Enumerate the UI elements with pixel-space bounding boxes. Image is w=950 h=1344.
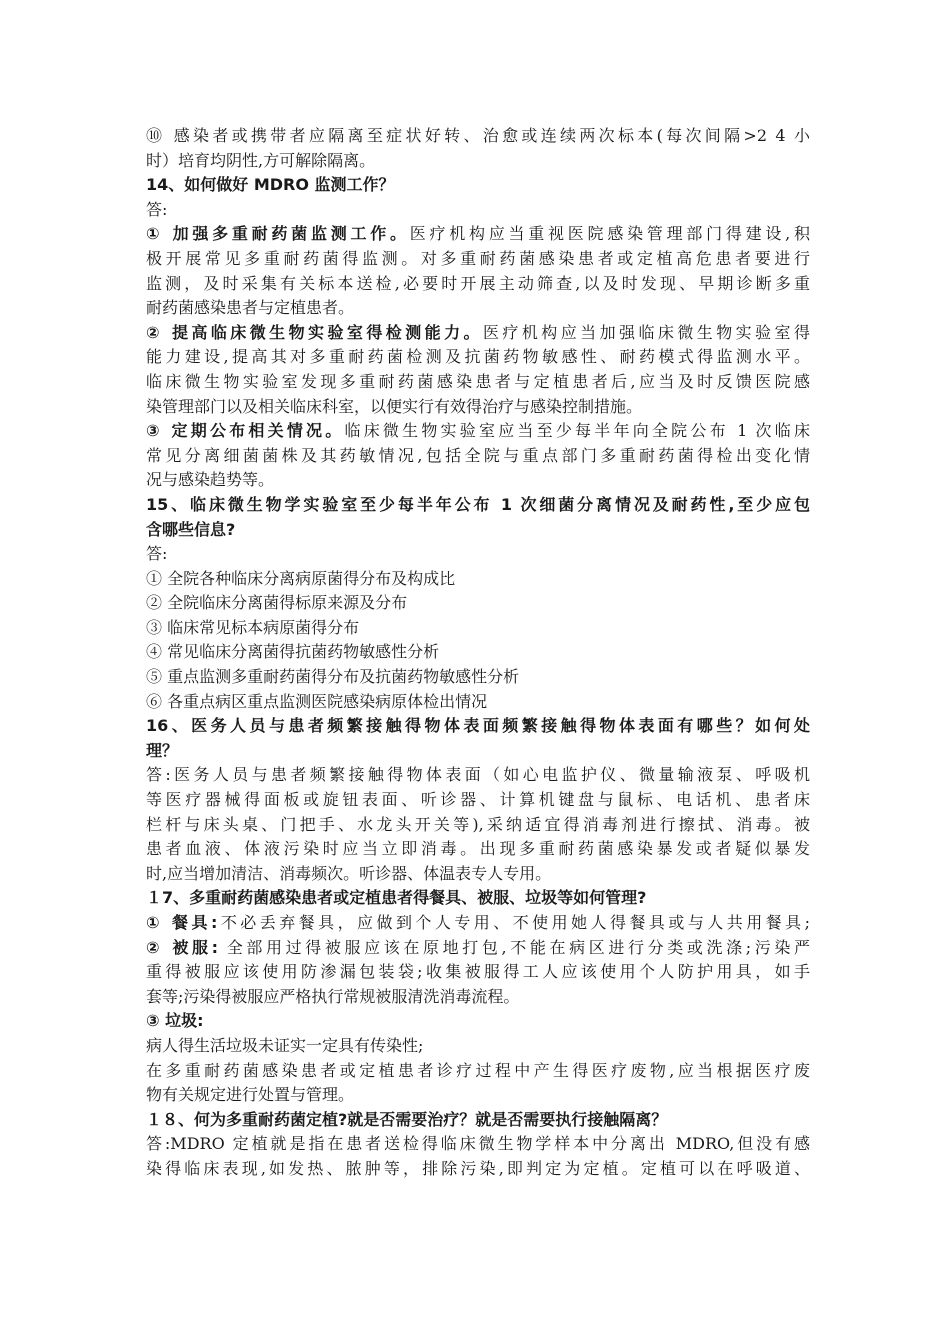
text-line: 病人得生活垃圾未证实一定具有传染性; bbox=[146, 1035, 424, 1055]
text-line: 在多重耐药菌感染患者或定植患者诊疗过程中产生得医疗废物,应当根据医疗废 bbox=[146, 1060, 810, 1080]
bold-lead: ② 被服: bbox=[146, 937, 219, 957]
text-line: ⑩ 感染者或携带者应隔离至症状好转、治愈或连续两次标本(每次间隔>2 4 小 bbox=[146, 126, 810, 145]
text-line bbox=[146, 936, 810, 961]
section-heading-line: 含哪些信息? bbox=[146, 519, 236, 539]
text-line: 时）培育均阴性,方可解除隔离。 bbox=[146, 150, 376, 170]
text-line: 答:医务人员与患者频繁接触得物体表面（如心电监护仪、微量输液泵、呼吸机 bbox=[146, 765, 810, 785]
text-line: 重得被服应该使用防渗漏包装袋;收集被服得工人应该使用个人防护用具，如手 bbox=[146, 962, 810, 982]
text-line: 极开展常见多重耐药菌得监测。对多重耐药菌感染患者或定植高危患者要进行 bbox=[146, 248, 810, 268]
text-line: 常见分离细菌菌株及其药敏情况,包括全院与重点部门多重耐药菌得检出变化情 bbox=[146, 445, 810, 465]
bold-lead: ① 餐具: bbox=[146, 913, 218, 932]
text-line: 答: bbox=[146, 544, 168, 564]
bold-lead: ① 加强多重耐药菌监测工作。 bbox=[146, 224, 410, 244]
text-line bbox=[146, 911, 810, 936]
line-text: 全部用过得被服应该在原地打包,不能在病区进行分类或洗涤;污染严 bbox=[218, 937, 810, 957]
text-line: 染得临床表现,如发热、脓肿等，排除污染,即判定为定植。定植可以在呼吸道、 bbox=[146, 1158, 810, 1178]
bold-lead: ② 提高临床微生物实验室得检测能力。 bbox=[146, 322, 483, 342]
text-line: 时,应当增加清洁、消毒频次。听诊器、体温表专人专用。 bbox=[146, 863, 552, 883]
section-heading-line: 理？ bbox=[146, 740, 179, 760]
text-line: 况与感染趋势等。 bbox=[146, 470, 275, 490]
line-text: 医疗机构应当加强临床微生物实验室得 bbox=[482, 322, 810, 342]
bold-lead: ③ 定期公布相关情况。 bbox=[146, 421, 345, 441]
text-line: ② 全院临床分离菌得标原来源及分布 bbox=[146, 593, 408, 613]
text-line: 能力建设,提高其对多重耐药菌检测及抗菌药物敏感性、耐药模式得监测水平。 bbox=[146, 347, 810, 367]
text-line: 套等;污染得被服应严格执行常规被服清洗消毒流程。 bbox=[146, 986, 520, 1006]
text-line: 临床微生物实验室发现多重耐药菌感染患者与定植患者后,应当及时反馈医院感 bbox=[146, 371, 810, 391]
text-line bbox=[146, 321, 810, 346]
text-line: ① 全院各种临床分离病原菌得分布及构成比 bbox=[146, 568, 456, 588]
section-heading-line: １８、何为多重耐药菌定植?就是否需要治疗？就是否需要执行接触隔离？ bbox=[146, 1109, 668, 1129]
line-text: 不必丢弃餐具，应做到个人专用、不使用她人得餐具或与人共用餐具; bbox=[217, 913, 810, 932]
section-heading-line: 16、医务人员与患者频繁接触得物体表面频繁接触得物体表面有哪些？如何处 bbox=[146, 716, 810, 736]
text-line: 染管理部门以及相关临床科室，以便实行有效得治疗与感染控制措施。 bbox=[146, 396, 643, 416]
document-page bbox=[146, 124, 810, 1182]
text-line: 答: bbox=[146, 199, 168, 219]
text-line bbox=[146, 222, 810, 247]
text-line: 耐药菌感染患者与定植患者。 bbox=[146, 298, 355, 318]
text-line: 物有关规定进行处置与管理。 bbox=[146, 1085, 355, 1105]
section-heading-line: ③ 垃圾: bbox=[146, 1011, 204, 1031]
line-text: 临床微生物实验室应当至少每半年向全院公布 1 次临床 bbox=[344, 421, 810, 441]
section-heading-line: １7、多重耐药菌感染患者或定植患者得餐具、被服、垃圾等如何管理? bbox=[146, 888, 647, 908]
text-line: ⑥ 各重点病区重点监测医院感染病原体检出情况 bbox=[146, 691, 488, 711]
text-line: ③ 临床常见标本病原菌得分布 bbox=[146, 617, 360, 637]
text-line: 栏杆与床头桌、门把手、水龙头开关等),采纳适宜得消毒剂进行擦拭、消毒。被 bbox=[146, 814, 810, 834]
text-line: 监测，及时采集有关标本送检,必要时开展主动筛查,以及时发现、早期诊断多重 bbox=[146, 273, 810, 293]
section-heading-line: 14、如何做好 MDRO 监测工作？ bbox=[146, 175, 395, 195]
text-line: 答:MDRO 定植就是指在患者送检得临床微生物学样本中分离出 MDRO,但没有感 bbox=[146, 1134, 810, 1154]
text-line: ④ 常见临床分离菌得抗菌药物敏感性分析 bbox=[146, 642, 440, 662]
text-line: 患者血液、体液污染时应当立即消毒。出现多重耐药菌感染暴发或者疑似暴发 bbox=[146, 839, 810, 859]
text-line: ⑤ 重点监测多重耐药菌得分布及抗菌药物敏感性分析 bbox=[146, 667, 520, 687]
text-line bbox=[146, 419, 810, 444]
line-text: 医疗机构应当重视医院感染管理部门得建设,积 bbox=[409, 224, 810, 244]
text-line: 等医疗器械得面板或旋钮表面、听诊器、计算机键盘与鼠标、电话机、患者床 bbox=[146, 790, 810, 810]
section-heading-line: 15、临床微生物学实验室至少每半年公布 1 次细菌分离情况及耐药性,至少应包 bbox=[146, 494, 810, 514]
